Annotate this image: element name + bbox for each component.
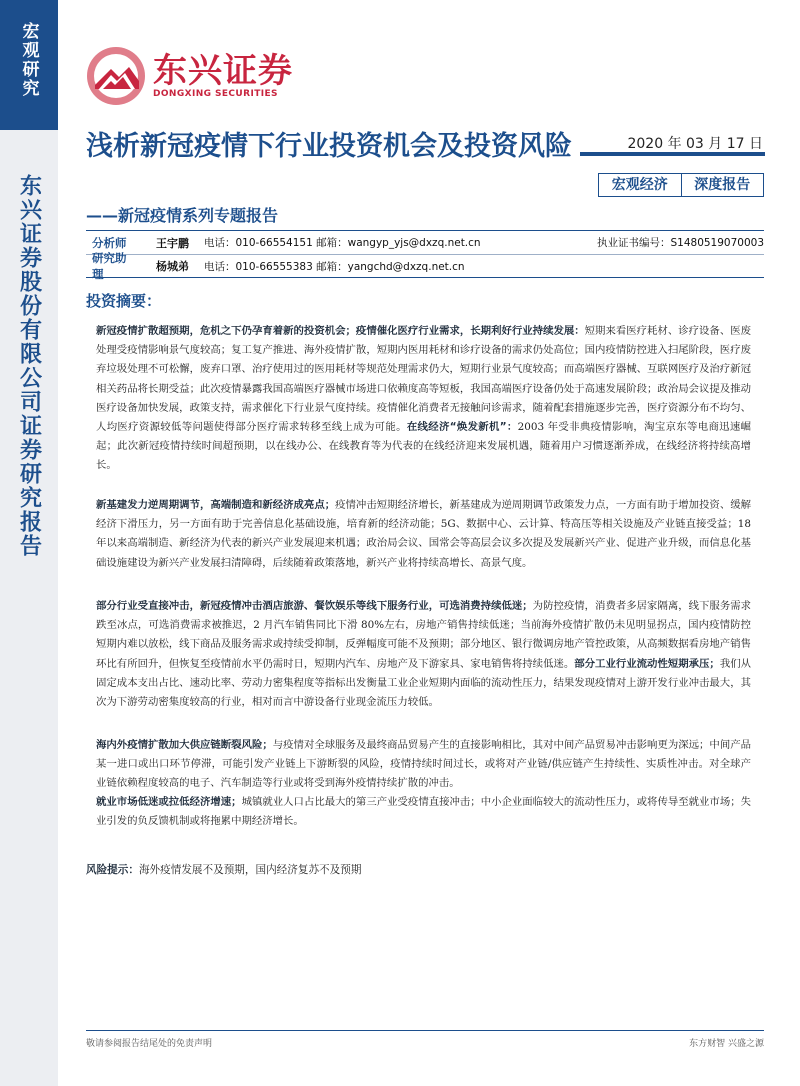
paragraph-lead: 在线经济“焕发新机”： [406,421,518,434]
author-name: 王宇鹏 [156,236,189,250]
date-underline-bar [580,152,765,156]
author-role: 研究助理 [92,251,127,281]
paragraph-lead: 部分工业行业流动性短期承压； [574,657,720,670]
author-name: 杨城弟 [156,260,189,273]
report-title: 浅析新冠疫情下行业投资机会及投资风险 [86,131,572,162]
report-tags [598,173,764,197]
summary-paragraph [96,496,751,573]
summary-heading: 投资摘要： [86,292,162,310]
risk-text: 海外疫情发展不及预期，国内经济复苏不及预期 [138,864,362,876]
paragraph-text: 为防控疫情，消费者多居家隔离，线下服务需求跌至冰点，可选消费需求被推迟，2 月汽车销售同比下滑 80%左右，房地产销售持续低迷；当前海外疫情扩散仍未见明显拐点，国内疫情防控短期内难以放松，线下商品及服务需求或持续受抑制，反弹幅度可能不及预期；部分地区、银行微调房地产管控政策，从高频数据看房地产销售环比有所回升，但恢复至疫情前水平仍需时日，短期内汽车、房地产及下游家具、家电销售将持续低迷。 [96,600,752,670]
risk-warning [86,862,361,877]
author-table [86,230,764,281]
sidebar-category-label: 宏观研究 [18,22,39,98]
paragraph-lead: 新冠疫情扩散超预期，危机之下仍孕育着新的投资机会；疫情催化医疗行业需求，长期利好行业持续发展： [96,325,585,337]
footer-disclaimer: 敬请参阅报告结尾处的免责声明 [86,1039,213,1049]
author-contact: 电话：010-66554151 邮箱：wangyp_yjs@dxzq.net.cn [204,237,481,249]
summary-paragraph [96,322,751,476]
footer-slogan: 东方财智 兴盛之源 [689,1039,764,1049]
logo-emblem-icon [85,45,147,107]
paragraph-text: 城镇就业人口占比最大的第三产业受疫情直接冲击；中小企业面临较大的流动性压力，或将传导至就业市场；失业引发的负反馈机制或将拖累中期经济增长。 [96,796,752,828]
paragraph-text: 短期来看医疗耗材、诊疗设备、医废处理受疫情影响景气度较高；复工复产推进、海外疫情扩散，短期内医用耗材和诊疗设备的需求仍处高位；国内疫情防控进入扫尾阶段，医疗废弃垃圾处理不可松懈，废弃口罩、治疗使用过的医用耗材等规范处理需求仍大，短期行业景气度较高；而高端医疗器械、互联网医疗及治疗新冠相关药品将长期受益；此次疫情暴露我国高端医疗器械市场进口依赖度高等短板，我国高端医疗设备仍处于高速发展阶段；政治局会议提及推动医疗设备加快发展，政策支持，需求催化下行业景气度持续。疫情催化消费者无接触问诊需求，随着配套措施逐步完善，医疗资源分布不均匀、人均医疗资源较低等问题使得部分医疗需求转移至线上成为可能。 [96,325,751,434]
paragraph-lead: 新基建发力逆周期调节，高端制造和新经济成亮点； [96,499,336,511]
sidebar-company-label: 东兴证券股份有限公司证券研究报告 [16,174,42,558]
sidebar-category-band [0,0,58,130]
report-subtitle: ——新冠疫情系列专题报告 [86,206,279,225]
report-date: 2020 年 03 月 17 日 [627,136,763,152]
author-cert: 执业证书编号：S1480519070003 [596,237,764,249]
logo-chinese-name: 东兴证券 [153,51,293,91]
company-logo [85,45,293,107]
summary-paragraph [96,793,751,831]
paragraph-text: 疫情冲击短期经济增长，新基建成为逆周期调节政策发力点，一方面有助于增加投资、缓解经济下滑压力，另一方面有助于完善信息化基础设施，培育新的经济动能；5G、数据中心、云计算、特高压等相关设施及产业链直接受益；18 年以来高端制造、新经济为代表的新兴产业发展迎来机遇；政治局会议、国常会等高层会议多次提及发展新兴产业、促进产业升级，而信息化基础设施建设为新兴产业发展扫清障碍，后续随着政策落地，新兴产业将持续高增长、高景气度。 [96,499,751,569]
author-contact: 电话：010-66555383 邮箱：yangchd@dxzq.net.cn [204,260,465,273]
author-role: 分析师 [92,235,127,250]
tag-type: 深度报告 [681,174,764,196]
sidebar-company-band [0,130,58,1086]
logo-english-name: DONGXING SECURITIES [153,89,278,99]
paragraph-text: 我们从固定成本支出占比、速动比率、劳动力密集程度等指标出发衡量工业企业短期内面临的流动性压力，结果发现疫情对上游开发行业冲击最大，其次为下游劳动密集度较高的行业，相对而言中游设备行业现金流压力较低。 [96,657,752,709]
risk-lead: 风险提示： [86,864,139,876]
tag-category: 宏观经济 [611,177,668,193]
paragraph-lead: 部分行业受直接冲击，新冠疫情冲击酒店旅游、餐饮娱乐等线下服务行业，可选消费持续低迷； [96,600,533,612]
summary-paragraph [96,597,751,712]
author-row [86,231,764,254]
author-row [86,251,764,281]
paragraph-lead: 海内外疫情扩散加大供应链断裂风险； [96,739,273,751]
paragraph-text: 2003 年受非典疫情影响，淘宝京东等电商迅速崛起；此次新冠疫情持续时间超预期，以在线办公、在线教育等为代表的在线经济迎来发展机遇，随着用户习惯逐渐养成，在线经济将持续高增长。 [96,421,751,472]
paragraph-lead: 就业市场低迷或拉低经济增速； [96,796,242,808]
summary-paragraph [96,736,751,794]
footer-divider [86,1030,764,1031]
paragraph-text: 与疫情对全球服务及最终商品贸易产生的直接影响相比，其对中间产品贸易冲击影响更为深远；中间产品某一进口或出口环节停滞，可能引发产业链上下游断裂的风险，疫情持续时间过长，或将对产业链/供应链产生持续性、实质性冲击。对全球产业链依赖程度较高的电子、汽车制造等行业或将受到海外疫情持续扩散的冲击。 [96,739,752,790]
